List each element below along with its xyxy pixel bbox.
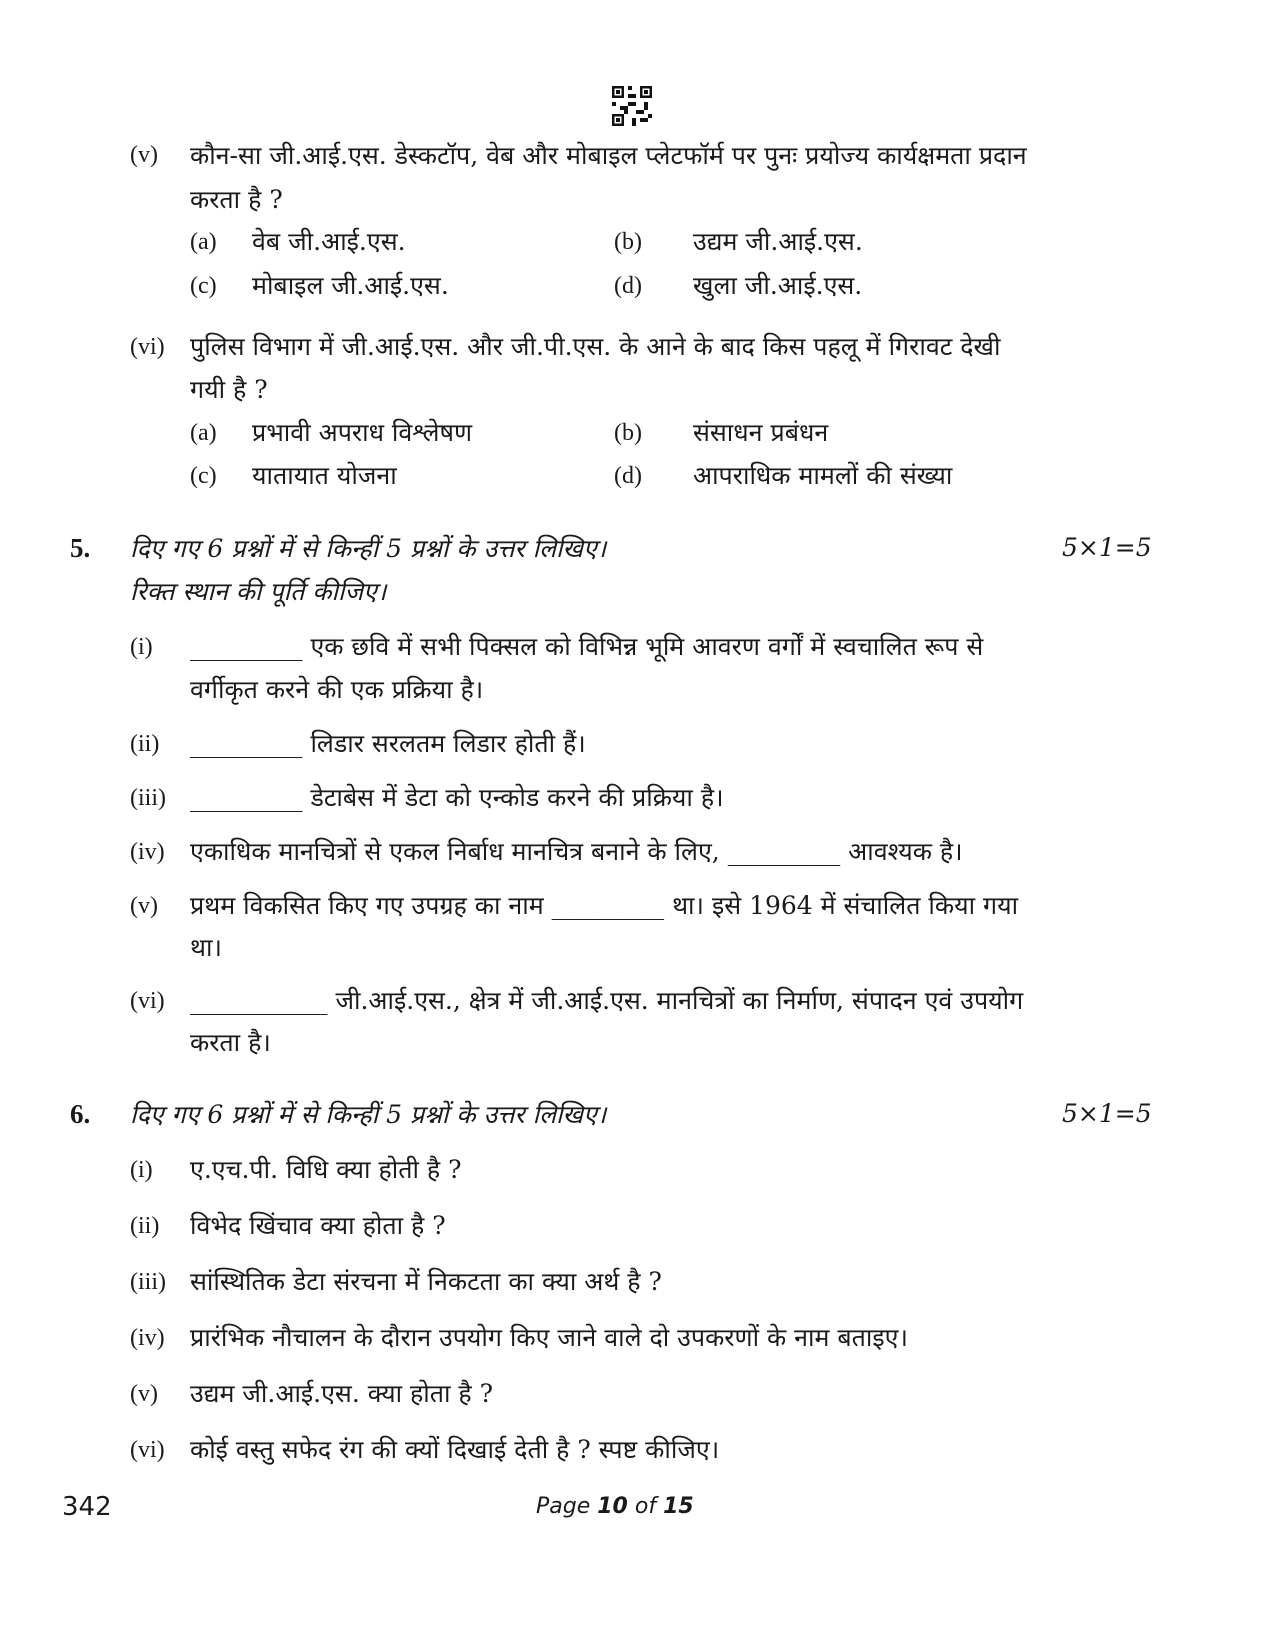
q4-vi-question-line1: पुलिस विभाग में जी.आई.एस. और जी.पी.एस. के आने के बाद किस पहलू में गिरावट देखी — [190, 332, 1001, 361]
q6-item-v-text: उद्यम जी.आई.एस. क्या होता है ? — [190, 1379, 494, 1408]
q4-v-option-a-text: वेब जी.आई.एस. — [252, 227, 406, 256]
q4-vi-option-b-label: (b) — [614, 420, 642, 446]
q6-item-i-text: ए.एच.पी. विधि क्या होती है ? — [190, 1155, 462, 1184]
q5-item-ii-number: (ii) — [130, 731, 160, 757]
q6-item-iv-number: (iv) — [130, 1325, 165, 1351]
q6-marks: 5×1=5 — [1062, 1099, 1152, 1128]
q4-vi-option-d-text: आपराधिक मामलों की संख्या — [693, 461, 953, 490]
q5-item-i-line2: वर्गीकृत करने की एक प्रक्रिया है। — [190, 675, 484, 704]
q4-vi-option-a-label: (a) — [190, 420, 217, 446]
q4-v-option-b-label: (b) — [614, 229, 642, 255]
q5-item-vi-number: (vi) — [130, 988, 165, 1014]
page-of: of — [634, 1494, 657, 1519]
page-word: Page — [536, 1494, 591, 1519]
q5-marks: 5×1=5 — [1062, 533, 1152, 562]
q6-item-vi-number: (vi) — [130, 1437, 165, 1463]
q5-item-v-line2: था। — [190, 933, 222, 962]
q6-item-ii-number: (ii) — [130, 1213, 160, 1239]
q4-v-question-line2: करता है ? — [190, 185, 283, 214]
q5-sub-instruction: रिक्त स्थान की पूर्ति कीजिए। — [130, 577, 387, 606]
q5-item-iii-text: _________ डेटाबेस में डेटा को एन्कोड करने की प्रक्रिया है। — [190, 783, 724, 812]
page-indicator — [536, 1494, 694, 1519]
q6-item-iv-text: प्रारंभिक नौचालन के दौरान उपयोग किए जाने वाले दो उपकरणों के नाम बताइए। — [190, 1323, 908, 1352]
qr-code-icon — [612, 86, 652, 126]
q6-item-v-number: (v) — [130, 1381, 158, 1407]
q5-item-vi-line2: करता है। — [190, 1028, 271, 1057]
q4-v-option-d-label: (d) — [614, 273, 642, 299]
q6-item-iii-text: सांस्थितिक डेटा संरचना में निकटता का क्या अर्थ है ? — [190, 1267, 662, 1296]
q4-v-option-b-text: उद्यम जी.आई.एस. — [693, 227, 863, 256]
q4-vi-number: (vi) — [130, 334, 165, 360]
q5-instruction: दिए गए 6 प्रश्नों में से किन्हीं 5 प्रश्नों के उत्तर लिखिए। — [130, 534, 607, 563]
q5-item-v-line1: प्रथम विकसित किए गए उपग्रह का नाम _________ था। इसे 1964 में संचालित किया गया — [190, 891, 1019, 920]
q5-item-ii-text: _________ लिडार सरलतम लिडार होती हैं। — [190, 729, 586, 758]
q6-item-i-number: (i) — [130, 1157, 153, 1183]
q4-v-number: (v) — [130, 142, 158, 168]
page-current: 10 — [597, 1494, 628, 1519]
q4-v-option-d-text: खुला जी.आई.एस. — [693, 271, 863, 300]
q6-item-iii-number: (iii) — [130, 1269, 166, 1295]
q4-v-option-a-label: (a) — [190, 229, 217, 255]
q4-vi-question-line2: गयी है ? — [190, 375, 268, 404]
q4-v-option-c-label: (c) — [190, 273, 217, 299]
q5-item-i-line1: _________ एक छवि में सभी पिक्सल को विभिन्न भूमि आवरण वर्गों में स्वचालित रूप से — [190, 632, 984, 661]
q4-vi-option-d-label: (d) — [614, 463, 642, 489]
q6-number: 6. — [70, 1099, 91, 1129]
q4-vi-option-b-text: संसाधन प्रबंधन — [693, 418, 829, 447]
q5-item-iv-text: एकाधिक मानचित्रों से एकल निर्बाध मानचित्र बनाने के लिए, _________ आवश्यक है। — [190, 837, 963, 866]
q5-item-vi-line1: ___________ जी.आई.एस., क्षेत्र में जी.आई.एस. मानचित्रों का निर्माण, संपादन एवं उपयोग — [190, 986, 1024, 1015]
q4-v-option-c-text: मोबाइल जी.आई.एस. — [252, 271, 449, 300]
q5-item-v-number: (v) — [130, 893, 158, 919]
q4-vi-option-c-text: यातायात योजना — [252, 461, 397, 490]
paper-code: 342 — [62, 1492, 112, 1522]
q6-instruction: दिए गए 6 प्रश्नों में से किन्हीं 5 प्रश्नों के उत्तर लिखिए। — [130, 1100, 607, 1129]
q5-number: 5. — [70, 533, 91, 563]
q4-vi-option-c-label: (c) — [190, 463, 217, 489]
q4-vi-option-a-text: प्रभावी अपराध विश्लेषण — [252, 418, 473, 447]
q5-item-iii-number: (iii) — [130, 785, 166, 811]
q4-v-question-line1: कौन-सा जी.आई.एस. डेस्कटॉप, वेब और मोबाइल प्लेटफॉर्म पर पुनः प्रयोज्य कार्यक्षमता प्रदान — [190, 141, 1027, 170]
q6-item-vi-text: कोई वस्तु सफेद रंग की क्यों दिखाई देती है ? स्पष्ट कीजिए। — [190, 1435, 720, 1464]
page-total: 15 — [663, 1494, 694, 1519]
q5-item-i-number: (i) — [130, 634, 153, 660]
q5-item-iv-number: (iv) — [130, 839, 165, 865]
q6-item-ii-text: विभेद खिंचाव क्या होता है ? — [190, 1211, 446, 1240]
